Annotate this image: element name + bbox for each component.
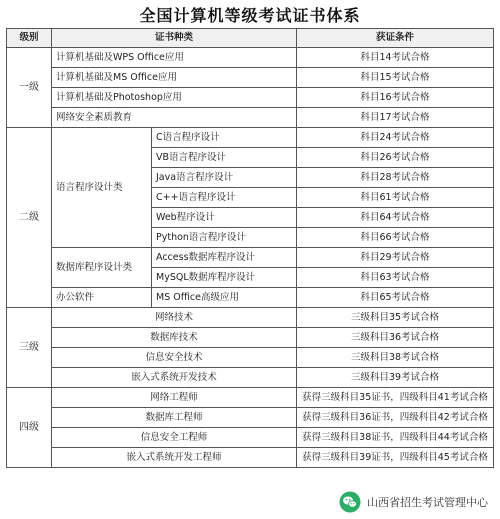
- cert-name: Web程序设计: [152, 208, 297, 228]
- level-label: 一级: [7, 48, 52, 128]
- cert-name: MS Office高级应用: [152, 288, 297, 308]
- cert-condition: 获得三级科目36证书，四级科目42考试合格: [297, 408, 494, 428]
- table-row: [7, 448, 494, 468]
- cert-condition: 科目16考试合格: [297, 88, 494, 108]
- table-row: [7, 308, 494, 328]
- cert-condition: 三级科目35考试合格: [297, 308, 494, 328]
- certificate-table: [6, 28, 494, 468]
- cert-condition: 科目64考试合格: [297, 208, 494, 228]
- cert-condition: 获得三级科目35证书，四级科目41考试合格: [297, 388, 494, 408]
- table-row: [7, 328, 494, 348]
- cert-name: 嵌入式系统开发技术: [52, 368, 297, 388]
- cert-condition: 科目65考试合格: [297, 288, 494, 308]
- table-row: [7, 288, 494, 308]
- cert-condition: 三级科目38考试合格: [297, 348, 494, 368]
- cert-name: 网络工程师: [52, 388, 297, 408]
- group-label: 语言程序设计类: [52, 128, 152, 248]
- table-row: [7, 108, 494, 128]
- cert-name: 数据库技术: [52, 328, 297, 348]
- group-label: 数据库程序设计类: [52, 248, 152, 288]
- table-row: [7, 88, 494, 108]
- cert-condition: 科目24考试合格: [297, 128, 494, 148]
- cert-name: MySQL数据库程序设计: [152, 268, 297, 288]
- cert-condition: 科目26考试合格: [297, 148, 494, 168]
- footer-watermark: [339, 491, 488, 513]
- table-row: [7, 408, 494, 428]
- table-row: [7, 68, 494, 88]
- header-row: [7, 29, 494, 48]
- cert-condition: 科目61考试合格: [297, 188, 494, 208]
- cert-name: 嵌入式系统开发工程师: [52, 448, 297, 468]
- cert-condition: 科目14考试合格: [297, 48, 494, 68]
- table-row: [7, 428, 494, 448]
- cert-condition: 科目17考试合格: [297, 108, 494, 128]
- cert-condition: 科目29考试合格: [297, 248, 494, 268]
- level-label: 四级: [7, 388, 52, 468]
- header-level: 级别: [7, 29, 52, 48]
- cert-name: VB语言程序设计: [152, 148, 297, 168]
- cert-condition: 三级科目36考试合格: [297, 328, 494, 348]
- cert-name: 计算机基础及Photoshop应用: [52, 88, 297, 108]
- cert-name: 计算机基础及WPS Office应用: [52, 48, 297, 68]
- cert-name: Access数据库程序设计: [152, 248, 297, 268]
- table-row: [7, 48, 494, 68]
- level-label: 三级: [7, 308, 52, 388]
- table-row: [7, 348, 494, 368]
- cert-name: 网络技术: [52, 308, 297, 328]
- cert-condition: 科目28考试合格: [297, 168, 494, 188]
- group-label: 办公软件: [52, 288, 152, 308]
- header-type: 证书种类: [52, 29, 297, 48]
- cert-name: 信息安全工程师: [52, 428, 297, 448]
- cert-condition: 科目66考试合格: [297, 228, 494, 248]
- footer-text: 山西省招生考试管理中心: [367, 496, 488, 509]
- page-title: 全国计算机等级考试证书体系: [139, 6, 361, 25]
- cert-condition: 三级科目39考试合格: [297, 368, 494, 388]
- table-row: [7, 248, 494, 268]
- cert-name: 计算机基础及MS Office应用: [52, 68, 297, 88]
- cert-name: Java语言程序设计: [152, 168, 297, 188]
- table-row: [7, 128, 494, 148]
- table-row: [7, 368, 494, 388]
- cert-name: Python语言程序设计: [152, 228, 297, 248]
- cert-name: 数据库工程师: [52, 408, 297, 428]
- level-label: 二级: [7, 128, 52, 308]
- cert-condition: 获得三级科目39证书，四级科目45考试合格: [297, 448, 494, 468]
- table-row: [7, 388, 494, 408]
- header-condition: 获证条件: [297, 29, 494, 48]
- cert-name: 网络安全素质教育: [52, 108, 297, 128]
- cert-name: C++语言程序设计: [152, 188, 297, 208]
- cert-condition: 科目15考试合格: [297, 68, 494, 88]
- cert-name: 信息安全技术: [52, 348, 297, 368]
- wechat-icon: [339, 491, 361, 513]
- cert-condition: 获得三级科目38证书，四级科目44考试合格: [297, 428, 494, 448]
- cert-name: C语言程序设计: [152, 128, 297, 148]
- cert-condition: 科目63考试合格: [297, 268, 494, 288]
